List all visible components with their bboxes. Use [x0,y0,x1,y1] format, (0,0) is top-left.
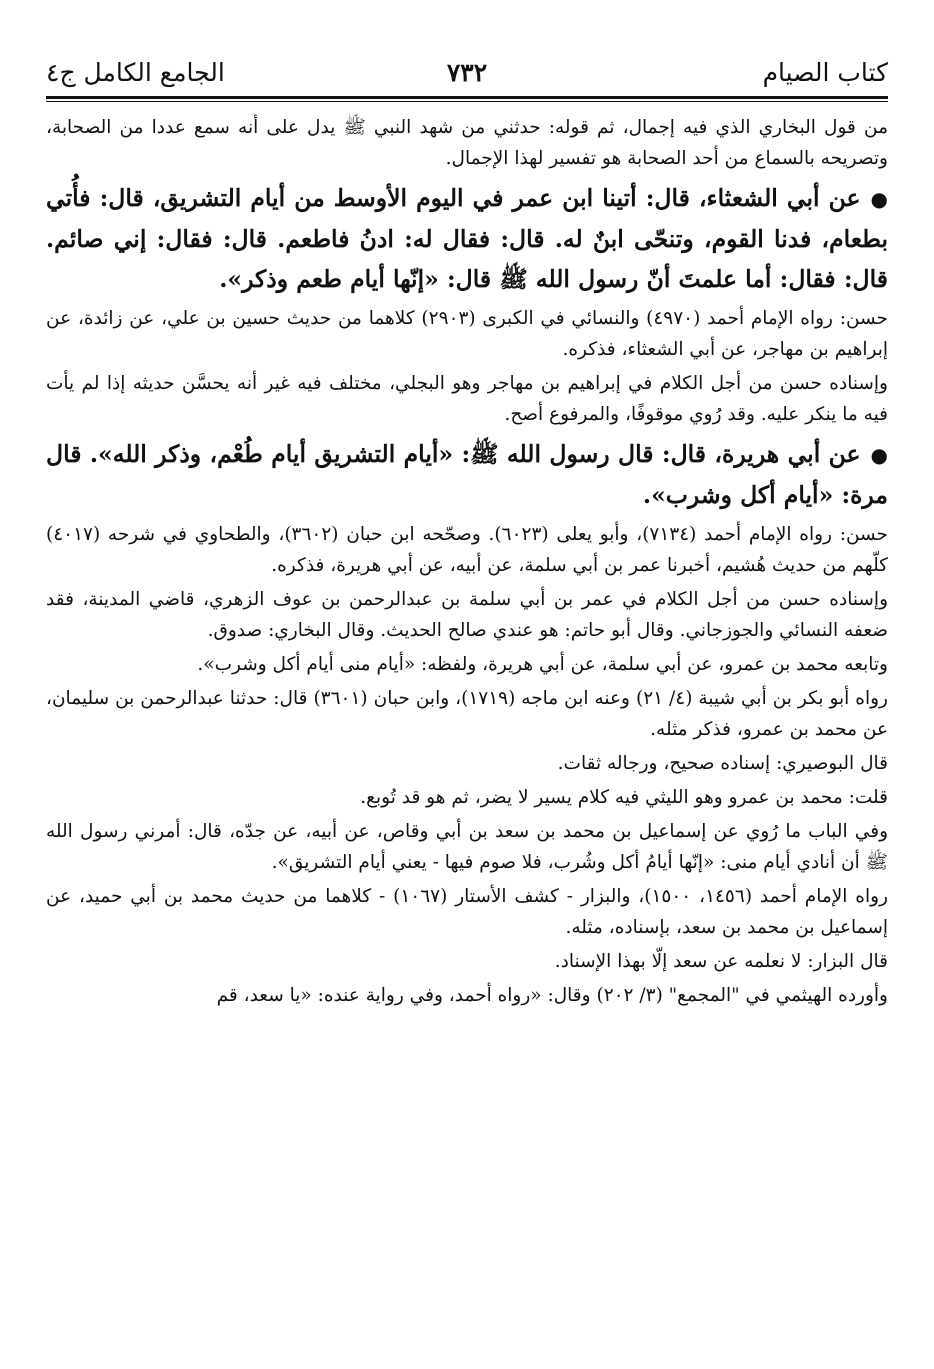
page-body [46,112,888,1011]
paragraph-text: من قول البخاري الذي فيه إجمال، ثم قوله: حدثني من شهد النبي ﷺ يدل على أنه سمع عددا من الصحابة، وتصريحه بالسماع من أحد الصحابة هو تفسير لهذا الإجمال. [46,117,888,169]
commentary-paragraph [46,303,888,365]
paragraph-text: قال البزار: لا نعلمه عن سعد إلّا بهذا الإسناد. [554,951,888,972]
paragraph-text: وفي الباب ما رُوي عن إسماعيل بن محمد بن سعد بن أبي وقاص، عن أبيه، عن جدّه، قال: أمرني رسول الله ﷺ أن أنادي أيام منى: «إنّها أيامُ أكل وشُرب، فلا صوم فيها - يعني أيام التشريق». [46,821,888,873]
paragraph-text: عن أبي الشعثاء، قال: أتينا ابن عمر في اليوم الأوسط من أيام التشريق، قال: فأُتي بطعام، فدنا القوم، وتنحّى ابنٌ له. قال: فقال له: ادنُ فاطعم. قال: فقال: إني صائم. قال: فقال: أما علمتَ أنّ رسول الله ﷺ قال: «إنّها أيام طعم وذكر». [46,184,888,293]
paragraph-text: حسن: رواه الإمام أحمد (٤٩٧٠) والنسائي في الكبرى (٢٩٠٣) كلاهما من حديث حسين بن علي، عن زائدة، عن إبراهيم بن مهاجر، عن أبي الشعثاء، فذكره. [46,308,888,360]
commentary-paragraph [46,816,888,878]
paragraph-text: عن أبي هريرة، قال: قال رسول الله ﷺ: «أيام التشريق أيام طُعْم، وذكر الله». قال مرة: «أيام أكل وشرب». [46,440,888,509]
paragraph-text: رواه الإمام أحمد (١٤٥٦، ١٥٠٠)، والبزار - كشف الأستار (١٠٦٧) - كلاهما من حديث محمد بن أبي حميد، عن إسماعيل بن محمد بن سعد، بإسناده، مثله. [46,886,888,938]
running-header [46,50,888,96]
bullet-icon: ● [870,187,888,211]
commentary-paragraph [46,584,888,646]
commentary-paragraph [46,946,888,977]
paragraph-text: قلت: محمد بن عمرو وهو الليثي فيه كلام يسير لا يضر، ثم هو قد تُوبع. [360,787,888,808]
commentary-paragraph [46,112,888,174]
page-number: ٧٣٢ [446,58,488,87]
volume-title: الجامع الكامل ج٤ [46,58,225,87]
paragraph-text: وإسناده حسن من أجل الكلام في عمر بن أبي سلمة بن عبدالرحمن بن عوف الزهري، قاضي المدينة، فقد ضعفه النسائي والجوزجاني. وقال أبو حاتم: هو عندي صالح الحديث. وقال البخاري: صدوق. [46,589,888,641]
hadith-paragraph [46,434,888,515]
commentary-paragraph [46,980,888,1011]
commentary-paragraph [46,748,888,779]
header-divider [46,96,888,102]
commentary-paragraph [46,649,888,680]
hadith-paragraph [46,178,888,299]
bullet-icon: ● [870,443,888,467]
paragraph-text: وأورده الهيثمي في "المجمع" (٣/ ٢٠٢) وقال: «رواه أحمد، وفي رواية عنده: «يا سعد، قم [216,985,888,1006]
paragraph-text: وتابعه محمد بن عمرو، عن أبي سلمة، عن أبي هريرة، ولفظه: «أيام منى أيام أكل وشرب». [197,654,888,675]
commentary-paragraph [46,881,888,943]
commentary-paragraph [46,782,888,813]
book-title: كتاب الصيام [762,58,888,87]
paragraph-text: وإسناده حسن من أجل الكلام في إبراهيم بن مهاجر وهو البجلي، مختلف فيه غير أنه يحسَّن حديثه إذا لم يأت فيه ما ينكر عليه. وقد رُوي موقوفًا، والمرفوع أصح. [46,373,888,425]
commentary-paragraph [46,683,888,745]
commentary-paragraph [46,368,888,430]
commentary-paragraph [46,519,888,581]
paragraph-text: حسن: رواه الإمام أحمد (٧١٣٤)، وأبو يعلى (٦٠٢٣). وصحّحه ابن حبان (٣٦٠٢)، والطحاوي في شرحه (٤٠١٧) كلّهم من حديث هُشيم، أخبرنا عمر بن أبي سلمة، عن أبيه، عن أبي هريرة، فذكره. [46,524,888,576]
book-page [46,50,888,1349]
paragraph-text: رواه أبو بكر بن أبي شيبة (٤/ ٢١) وعنه ابن ماجه (١٧١٩)، وابن حبان (٣٦٠١) قال: حدثنا عبدالرحمن بن سليمان، عن محمد بن عمرو، فذكر مثله. [46,688,888,740]
paragraph-text: قال البوصيري: إسناده صحيح، ورجاله ثقات. [557,753,888,774]
